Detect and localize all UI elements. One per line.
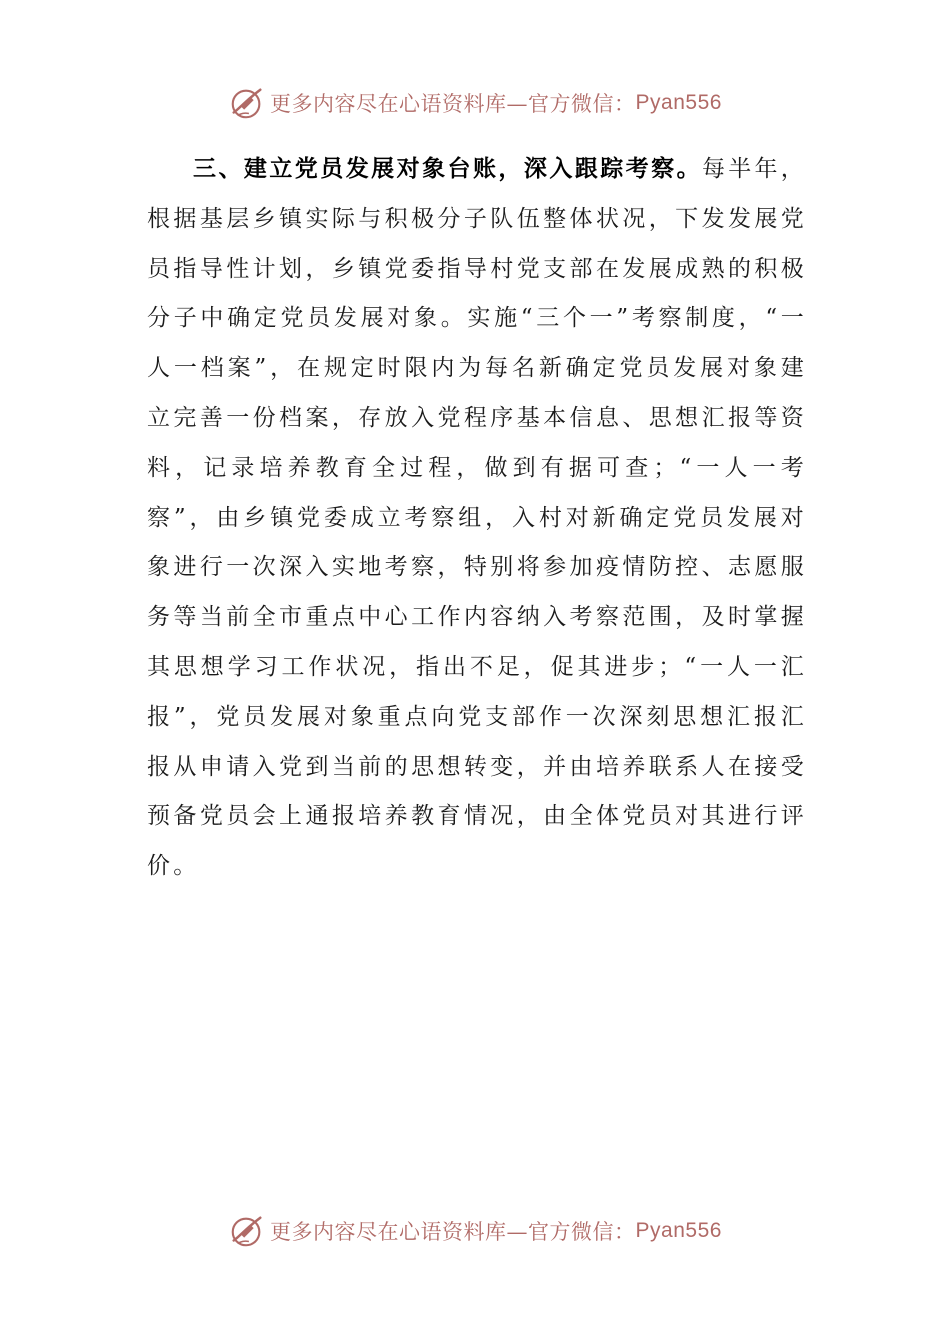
watermark-text-cn: 更多内容尽在心语资料库—官方微信： — [270, 1220, 636, 1244]
watermark-text-cn: 更多内容尽在心语资料库—官方微信： — [270, 92, 636, 116]
pen-circle-logo-icon — [228, 84, 266, 122]
header-watermark — [0, 78, 950, 128]
watermark-wechat-id: Pyan556 — [635, 91, 722, 114]
paragraph — [147, 144, 807, 892]
footer-watermark — [0, 1206, 950, 1256]
watermark-wechat-id: Pyan556 — [635, 1219, 722, 1242]
watermark-text — [270, 1216, 722, 1246]
pen-circle-logo-icon — [228, 1212, 266, 1250]
paragraph-body: 每半年，根据基层乡镇实际与积极分子队伍整体状况，下发发展党员指导性计划，乡镇党委指导村党支部在发展成熟的积极分子中确定党员发展对象。实施“三个一”考察制度，“一人一档案”，在规定时限内为每名新确定党员发展对象建立完善一份档案，存放入党程序基本信息、思想汇报等资料，记录培养教育全过程，做到有据可查；“一人一考察”，由乡镇党委成立考察组，入村对新确定党员发展对象进行一次深入实地考察，特别将参加疫情防控、志愿服务等当前全市重点中心工作内容纳入考察范围，及时掌握其思想学习工作状况，指出不足，促其进步；“一人一汇报”，党员发展对象重点向党支部作一次深刻思想汇报汇报从申请入党到当前的思想转变，并由培养联系人在接受预备党员会上通报培养教育情况，由全体党员对其进行评价。 — [147, 156, 808, 880]
watermark-text — [270, 88, 722, 118]
document-body — [147, 144, 807, 892]
paragraph-heading: 三、建立党员发展对象台账，深入跟踪考察。 — [193, 155, 703, 182]
